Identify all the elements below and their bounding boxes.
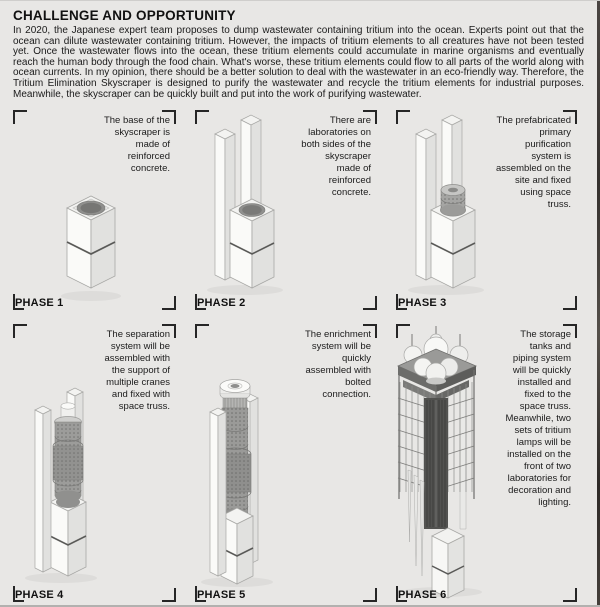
phase-label: PHASE 5 (197, 589, 246, 602)
phase-panel-4 (13, 324, 176, 602)
corner-bracket-icon (396, 294, 407, 310)
phase-label: PHASE 2 (197, 297, 246, 310)
phase-label-row (195, 297, 245, 310)
phase-grid (13, 110, 600, 602)
header (0, 1, 600, 100)
phase-panel-1 (13, 110, 176, 310)
intro-paragraph: In 2020, the Japanese expert team proposes to dump wastewater containing tritium into the ocean. Experts point out that the ocean can dilute wastewater containing tritium. However, the impacts of tritium elements to all creatures have not been tested yet. Once the wastewater flows into the ocean, these tritium elements could accumulate in marine organisms and eventually reach the human body through the food chain. What's worse, these tritium elements could flow to all parts of the world along with ocean currents. In my opinion, there should be a better solution to deal with the wastewater in an eco-friendly way. Therefore, the Tritium Elimination Skyscraper is designed to purify the wastewater and recycle the tritium elements for industrial purposes. Meanwhile, the skyscraper can be quickly built and put into the work of purifying wastewater. (13, 25, 584, 100)
phase-label-row (13, 589, 63, 602)
phase-label: PHASE 1 (15, 297, 64, 310)
phase-label-row (195, 589, 245, 602)
phase-description: The storage tanks and piping system will be quickly installed and fixed to the space truss. Meanwhile, two sets of tritium lamps will be installed on the front of two laboratories for decoration and lighting. (505, 329, 571, 509)
phase-description: The prefabricated primary purification system is assembled on the site and fixed using space truss. (496, 115, 571, 211)
phase-label: PHASE 6 (398, 589, 447, 602)
corner-bracket-icon (13, 586, 24, 602)
phase-label-row (13, 297, 63, 310)
phase-panel-3 (396, 110, 577, 310)
phase-label-row (396, 297, 446, 310)
corner-bracket-icon (195, 586, 206, 602)
phase-description: There are laboratories on both sides of the skyscraper made of reinforced concrete. (301, 115, 371, 199)
corner-bracket-icon (195, 294, 206, 310)
phase-panel-6 (396, 324, 577, 602)
corner-bracket-icon (13, 294, 24, 310)
section-title: CHALLENGE AND OPPORTUNITY (13, 8, 236, 23)
phase-label: PHASE 3 (398, 297, 447, 310)
phase-description: The enrichment system will be quickly assembled with bolted connection. (304, 329, 371, 401)
phase-panel-2 (195, 110, 377, 310)
phase-description: The separation system will be assembled with the support of multiple cranes and fixed with space truss. (104, 329, 170, 413)
phase-description: The base of the skyscraper is made of reinforced concrete. (103, 115, 170, 175)
phase-panel-5 (195, 324, 377, 602)
phase-label-row (396, 589, 446, 602)
corner-bracket-icon (396, 586, 407, 602)
phase-label: PHASE 4 (15, 589, 64, 602)
